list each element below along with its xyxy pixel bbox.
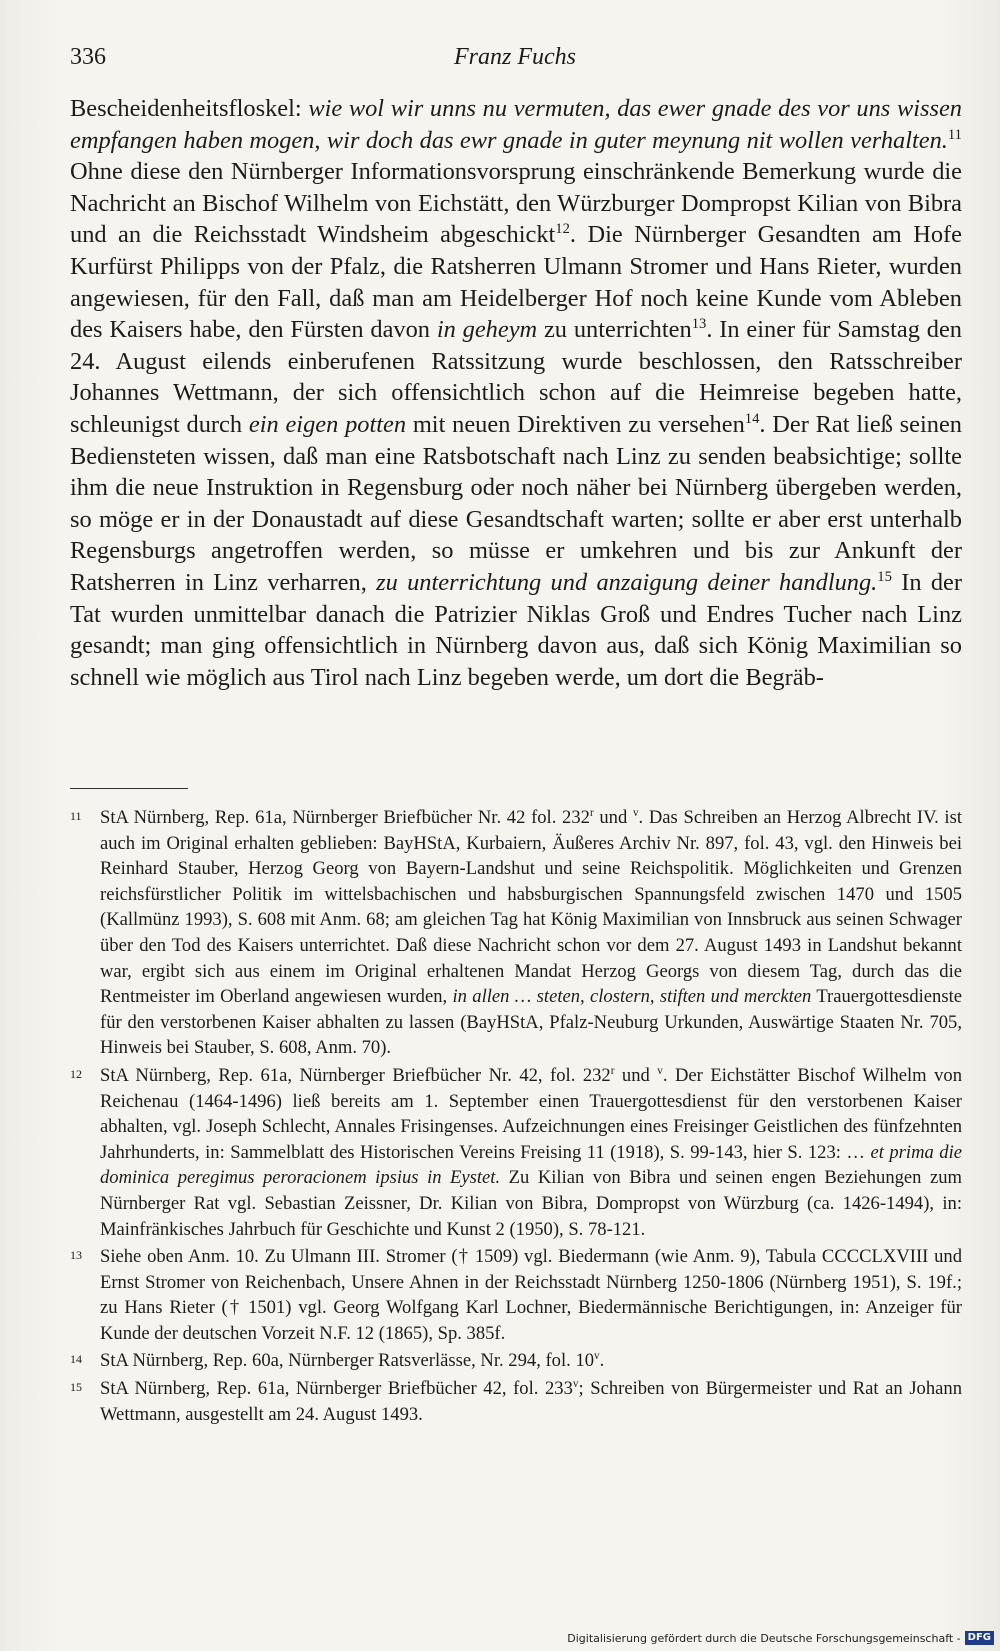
superscript-ref: 15 [877, 568, 892, 585]
footnote-number: 14 [70, 1352, 82, 1367]
text-run: In der Tat wurden unmittelbar danach die Patrizier Niklas Groß und Endres Tucher nach Linz gesandt; man ging offensichtlich in Nürnberg davon aus, daß sich König Maximilian so schnell wie möglich aus Tirol nach Linz begeben werde, um dort die Begräb- [70, 568, 962, 691]
footnote-13 [70, 1244, 962, 1346]
page-number: 336 [70, 44, 106, 70]
italic-quote: zu unterrichtung und anzaigung deiner handlung. [376, 568, 878, 596]
footnote-11 [70, 805, 962, 1061]
text-run: Ohne diese den Nürnberger Informationsvorsprung einschränkende Bemerkung wurde die Nachricht an Bischof Wilhelm von Eichstätt, den Würzburger Dompropst Kilian von Bibra und an die Reichsstadt Windsheim abgeschickt [70, 158, 962, 249]
text-run: . In einer für Samstag den 24. August eilends einberufenen Ratssitzung wurde beschlossen, den Ratsschreiber Johannes Wettmann, der sich offensichtlich schon auf die Heimreise begeben hatte, schleunigst durch [70, 316, 962, 438]
text-run: Trauergottesdienste für den verstorbenen Kaiser abhalten zu lassen (BayHStA, Pfalz-Neuburg Urkunden, Auswärtige Staaten Nr. 705, Hinweis bei Stauber, S. 608, Anm. 70). [100, 986, 962, 1059]
text-run: und [614, 1064, 658, 1086]
superscript-ref: v [594, 1350, 600, 1363]
text-run: Siehe oben Anm. 10. Zu Ulmann III. Stromer († 1509) vgl. Biedermann (wie Anm. 9), Tabula CCCCLXVIII und Ernst Stromer von Reichenbach, Unsere Ahnen in der Reichsstadt Nürnberg 1250-1806 (Nürnberg 1951), S. 19f.; zu Hans Rieter († 1501) vgl. Georg Wolfgang Karl Lochner, Biedermännische Berichtigungen, in: Anzeiger für Kunde der deutschen Vorzeit N.F. 12 (1865), Sp. 385f. [100, 1246, 962, 1344]
page-header [70, 44, 960, 78]
footnote-12 [70, 1063, 962, 1242]
text-run: . Das Schreiben an Herzog Albrecht IV. ist auch im Original erhalten geblieben: BayHStA, Kurbaiern, Äußeres Archiv Nr. 897, fol. 43, vgl. den Hinweis bei Reinhard Stauber, Herzog Georg von Bayern-Landshut und seine Reichspolitik. Möglichkeiten und Grenzen reichsfürstlicher Politik im wittelsbachischen und habsburgischen Spannungsfeld zwischen 1470 und 1505 (Kallmünz 1993), S. 608 mit Anm. 68; am gleichen Tag hat König Maximilian von Innsbruck aus seinen Schwager über den Tod des Kaisers unterrichtet. Daß diese Nachricht schon vor dem 27. August 1493 in Landshut bekannt war, ergibt sich aus einem im Original erhaltenen Mandat Herzog Georgs von diesem Tag, durch das die Rentmeister im Oberland angewiesen wurden, [100, 807, 963, 1008]
text-run: StA Nürnberg, Rep. 61a, Nürnberger Briefbücher Nr. 42, fol. 232 [100, 1064, 611, 1086]
italic-quote: et prima die dominica peregimus peroracionem ipsius in Eystet. [100, 1141, 962, 1189]
superscript-ref: 13 [691, 316, 707, 333]
text-run: StA Nürnberg, Rep. 60a, Nürnberger Ratsverlässe, Nr. 294, fol. 10 [100, 1350, 595, 1372]
footer-credit: Digitalisierung gefördert durch die Deutsche Forschungsgemeinschaft - [567, 1631, 961, 1645]
body-paragraph [70, 93, 962, 693]
footnote-number: 11 [70, 809, 82, 823]
footnote-number: 13 [70, 1248, 82, 1263]
superscript-ref: v [632, 806, 639, 819]
text-run: . [599, 1350, 605, 1372]
text-run: StA Nürnberg, Rep. 61a, Nürnberger Briefbücher 42, fol. 233 [100, 1378, 573, 1400]
footnote-separator [70, 788, 188, 789]
superscript-ref: 12 [555, 221, 570, 238]
text-run: Bescheidenheitsfloskel: [70, 95, 309, 122]
text-run: zu unterrichten [537, 316, 692, 344]
italic-quote: ein eigen potten [248, 410, 407, 438]
footnote-15 [70, 1376, 962, 1427]
superscript-ref: r [589, 806, 594, 819]
text-run: . Der Rat ließ seinen Bediensteten wissen, daß man eine Ratsbotschaft nach Linz zu senden beabsichtige; sollte ihm die neue Instruktion in Regensburg oder noch näher bei Nürnberg übergeben werden, so möge er in der Donaustadt auf diese Gesandtschaft warten; sollte er aber erst unterhalb Regensburgs angetroffen werden, so müsse er umkehren und bis zur Ankunft der Ratsherren in Linz verharren, [70, 410, 962, 596]
dfg-logo: DFG [965, 1631, 994, 1645]
text-run: ; Schreiben von Bürgermeister und Rat an Johann Wettmann, ausgestellt am 24. August 1493. [100, 1378, 962, 1425]
superscript-ref: 11 [947, 126, 962, 143]
italic-quote: in geheym [436, 316, 538, 344]
page-footer [567, 1629, 994, 1647]
superscript-ref: v [572, 1377, 579, 1390]
footnote-14 [70, 1348, 962, 1374]
running-head: Franz Fuchs [454, 44, 576, 70]
text-run: StA Nürnberg, Rep. 61a, Nürnberger Briefbücher Nr. 42 fol. 232 [100, 807, 590, 828]
italic-quote: wie wol wir unns nu vermuten, das ewer gnade des vor uns wissen empfangen haben mogen, wir doch das ewr gnade in guter meynung nit wollen verhalten. [70, 95, 962, 154]
main-text [70, 93, 962, 693]
superscript-ref: v [657, 1064, 663, 1077]
footnotes [70, 805, 962, 1429]
text-run: und [593, 807, 633, 828]
text-run: . Die Nürnberger Gesandten am Hofe Kurfürst Philipps von der Pfalz, die Ratsherren Ulmann Stromer und Hans Rieter, wurden angewiesen, für den Fall, daß man am Heidelberger Hof noch keine Kunde vom Ableben des Kaisers habe, den Fürsten davon [70, 221, 962, 344]
footnote-number: 15 [70, 1380, 82, 1395]
footnote-number: 12 [70, 1066, 82, 1081]
text-run: mit neuen Direktiven zu versehen [406, 410, 745, 438]
text-run: . Der Eichstätter Bischof Wilhelm von Reichenau (1464-1496) ließ bereits am 1. September einen Trauergottesdienst für den verstorbenen Kaiser abhalten, vgl. Joseph Schlecht, Annales Frisingenses. Aufzeichnungen eines Freisinger Geistlichen des fünfzehnten Jahrhunderts, in: Sammelblatt des Historischen Vereins Freising 11 (1918), S. 99-143, hier S. 123: … [100, 1064, 963, 1163]
text-run: Zu Kilian von Bibra und seinen engen Beziehungen zum Nürnberger Rat vgl. Sebastian Zeissner, Dr. Kilian von Bibra, Dompropst von Würzburg (ca. 1426-1494), in: Mainfränkisches Jahrbuch für Geschichte und Kunst 2 (1950), S. 78-121. [100, 1167, 962, 1240]
italic-quote: in allen … steten, clostern, stiften und merckten [452, 986, 812, 1008]
superscript-ref: r [610, 1064, 615, 1077]
superscript-ref: 14 [744, 410, 760, 427]
